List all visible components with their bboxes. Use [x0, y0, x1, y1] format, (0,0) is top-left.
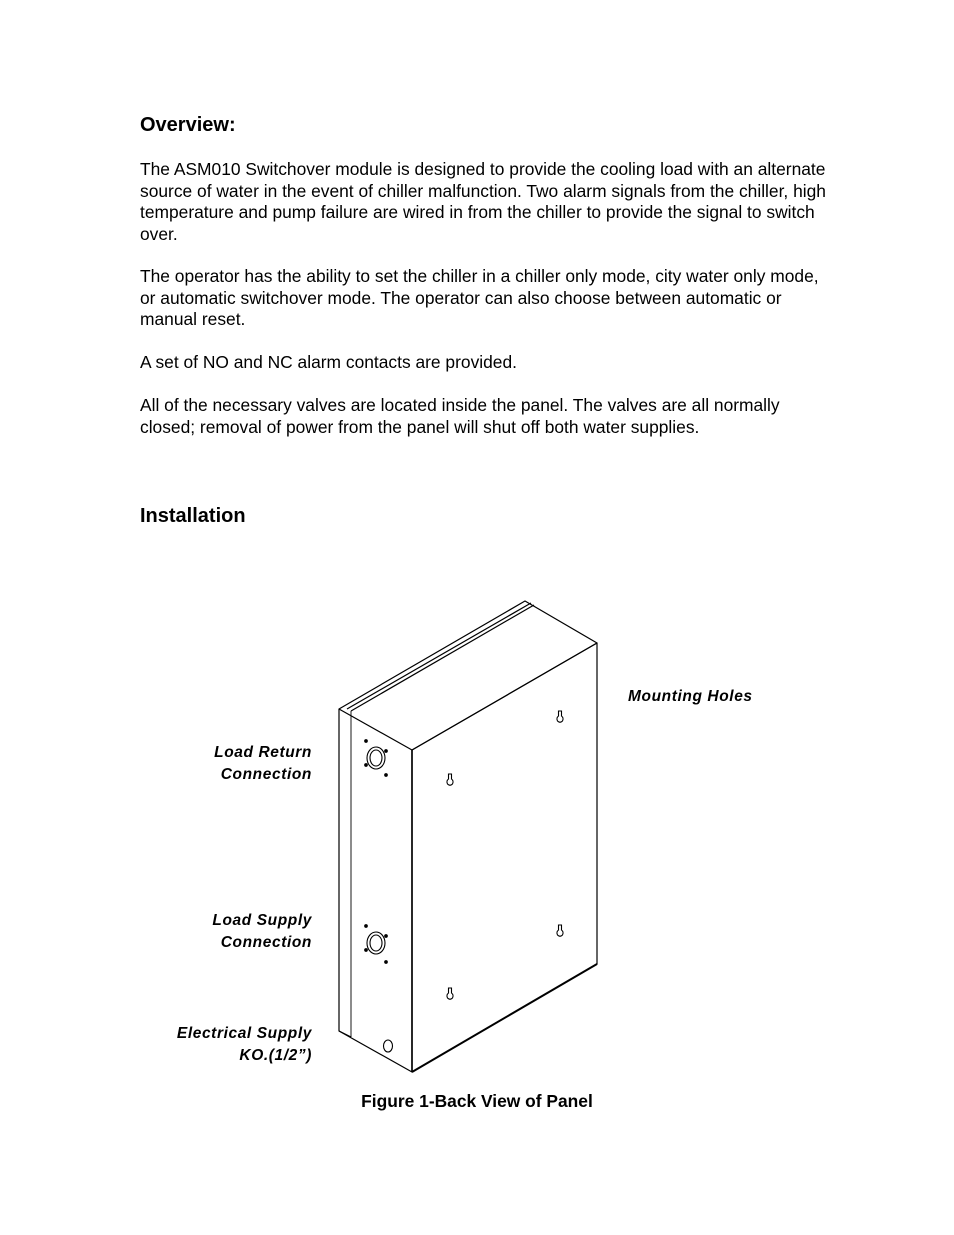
load-supply-label-line-1: Load Supply [212, 912, 312, 929]
load-supply-connection-icon [365, 925, 388, 964]
load-supply-label [112, 910, 312, 954]
load-return-label [112, 742, 312, 786]
overview-paragraph-3: A set of NO and NC alarm contacts are provided. [140, 352, 517, 372]
electrical-supply-label-line-1: Electrical Supply [176, 1025, 312, 1042]
overview-paragraph-2: The operator has the ability to set the chiller in a chiller only mode, city water only mode, or automatic switchover mode. The operator can also choose between automatic or manual reset. [140, 266, 819, 329]
overview-paragraph-1: The ASM010 Switchover module is designed to provide the cooling load with an alternate source of water in the event of chiller malfunction. Two alarm signals from the chiller, high temperature and pump failure are wired in from the chiller to provide the signal to switch over. [140, 159, 826, 244]
load-supply-label-line-2: Connection [220, 934, 312, 951]
load-return-connection-icon [365, 740, 388, 777]
electrical-supply-label-line-2: KO.(1/2”) [239, 1047, 312, 1064]
overview-heading: Overview: [140, 114, 236, 136]
load-return-label-line-2: Connection [220, 766, 312, 783]
figure-caption: Figure 1-Back View of Panel [361, 1091, 593, 1111]
installation-heading: Installation [140, 505, 246, 527]
mounting-holes-label: Mounting Holes [628, 688, 753, 705]
electrical-knockout-icon [384, 1040, 393, 1052]
mounting-holes-icon [447, 711, 563, 999]
load-return-label-line-1: Load Return [214, 744, 312, 761]
overview-paragraph-4: All of the necessary valves are located inside the panel. The valves are all normally closed; removal of power from the panel will shut off both water supplies. [140, 395, 780, 437]
electrical-supply-label [112, 1023, 312, 1067]
